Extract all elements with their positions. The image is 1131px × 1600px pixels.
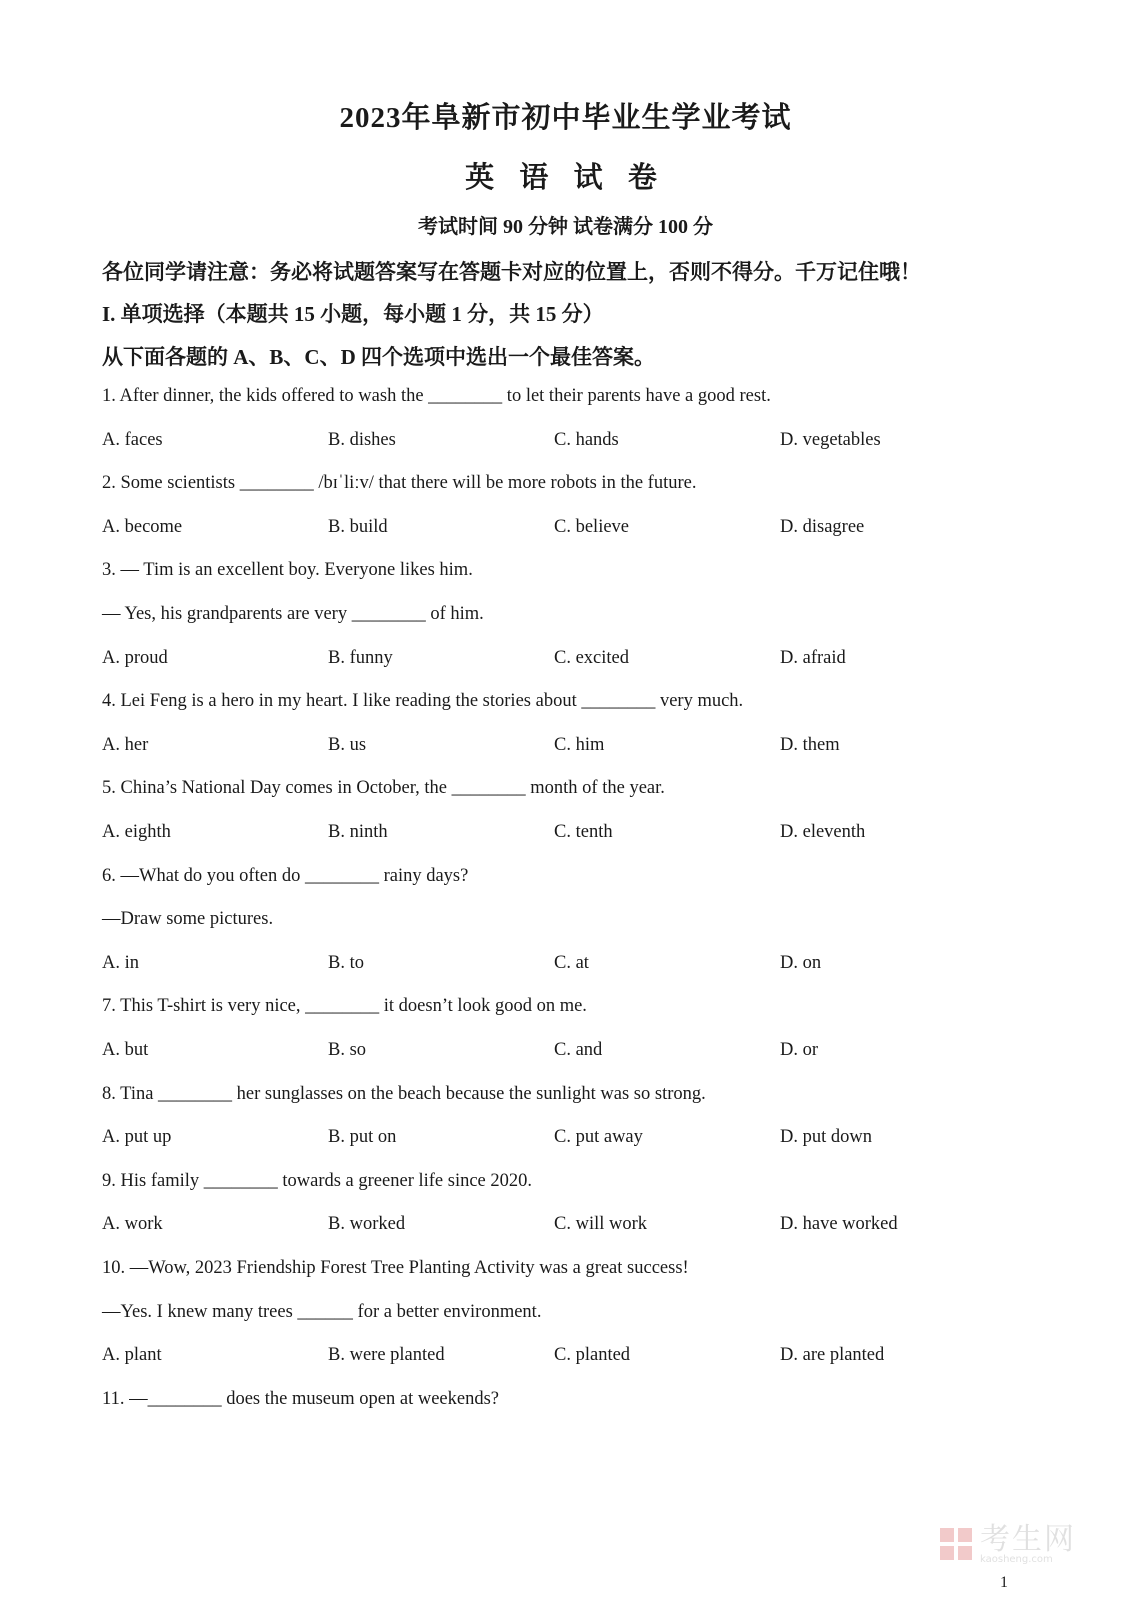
question-stem: 8. Tina ________ her sunglasses on the beach because the sunlight was so strong.: [102, 1083, 706, 1104]
logo-url: kaosheng.com: [980, 1554, 1053, 1565]
answer-option[interactable]: C. at: [554, 952, 589, 973]
question-stem: 9. His family ________ towards a greener life since 2020.: [102, 1170, 533, 1191]
answer-option[interactable]: C. excited: [554, 647, 630, 668]
answer-option[interactable]: B. build: [328, 516, 388, 537]
exam-meta: 考试时间 90 分钟 试卷满分 100 分: [418, 216, 713, 238]
answer-option[interactable]: C. put away: [554, 1127, 643, 1148]
answer-option[interactable]: C. planted: [554, 1345, 631, 1366]
answer-option[interactable]: C. him: [554, 734, 605, 755]
answer-option[interactable]: A. her: [102, 734, 149, 755]
answer-option[interactable]: D. or: [780, 1040, 819, 1060]
answer-option[interactable]: C. believe: [554, 516, 630, 537]
question-dialogue-line: —Yes. I knew many trees ______ for a better environment.: [102, 1301, 542, 1322]
exam-title: 2023年阜新市初中毕业生学业考试: [339, 102, 792, 134]
answer-option[interactable]: C. and: [554, 1040, 603, 1060]
answer-option[interactable]: B. dishes: [328, 429, 396, 450]
answer-option[interactable]: C. tenth: [554, 822, 613, 842]
question-dialogue-line: — Yes, his grandparents are very ________ of him.: [102, 604, 484, 624]
answer-option[interactable]: B. us: [328, 734, 367, 755]
question-stem: 11. —________ does the museum open at weekends?: [102, 1388, 499, 1409]
answer-option[interactable]: D. them: [780, 734, 840, 755]
answer-option[interactable]: C. will work: [554, 1214, 648, 1235]
answer-option[interactable]: A. eighth: [102, 822, 171, 842]
answer-option[interactable]: D. put down: [780, 1127, 872, 1148]
answer-option[interactable]: B. funny: [328, 647, 393, 668]
question-stem: 10. —Wow, 2023 Friendship Forest Tree Planting Activity was a great success!: [102, 1258, 689, 1278]
answer-option[interactable]: A. put up: [102, 1127, 172, 1148]
answer-option[interactable]: B. so: [328, 1040, 367, 1060]
answer-option[interactable]: A. but: [102, 1040, 149, 1060]
answer-option[interactable]: A. plant: [102, 1345, 162, 1366]
answer-option[interactable]: D. are planted: [780, 1345, 885, 1366]
answer-option[interactable]: D. afraid: [780, 647, 846, 668]
logo-text: 考生网: [980, 1522, 1076, 1557]
answer-option[interactable]: D. disagree: [780, 516, 865, 537]
answer-option[interactable]: D. on: [780, 952, 822, 973]
question-stem: 7. This T-shirt is very nice, ________ it doesn’t look good on me.: [102, 996, 587, 1017]
question-dialogue-line: —Draw some pictures.: [102, 909, 274, 930]
answer-option[interactable]: A. proud: [102, 647, 168, 668]
exam-notice: 各位同学请注意：务必将试题答案写在答题卡对应的位置上，否则不得分。千万记住哦！: [102, 260, 921, 284]
question-stem: 6. —What do you often do ________ rainy days?: [102, 865, 469, 886]
answer-option[interactable]: A. faces: [102, 429, 163, 450]
question-stem: 5. China’s National Day comes in October, the ________ month of the year.: [102, 778, 665, 799]
answer-option[interactable]: B. were planted: [328, 1345, 445, 1366]
watermark-logo: [940, 1522, 1090, 1565]
answer-option[interactable]: D. have worked: [780, 1214, 898, 1235]
logo-icon: [940, 1528, 974, 1562]
question-stem: 3. — Tim is an excellent boy. Everyone likes him.: [102, 560, 473, 581]
answer-option[interactable]: C. hands: [554, 429, 619, 450]
question-stem: 1. After dinner, the kids offered to wash the ________ to let their parents have a good rest.: [102, 386, 771, 406]
answer-option[interactable]: B. put on: [328, 1127, 397, 1148]
answer-option[interactable]: A. work: [102, 1214, 163, 1235]
answer-option[interactable]: A. in: [102, 952, 139, 973]
answer-option[interactable]: B. ninth: [328, 822, 388, 842]
answer-option[interactable]: A. become: [102, 516, 183, 537]
page-number: 1: [1000, 1574, 1008, 1591]
answer-option[interactable]: D. eleventh: [780, 822, 866, 842]
section-heading: I. 单项选择（本题共 15 小题，每小题 1 分，共 15 分）: [102, 302, 604, 326]
exam-subtitle: 英 语 试 卷: [465, 162, 666, 194]
answer-option[interactable]: B. worked: [328, 1214, 406, 1235]
answer-option[interactable]: D. vegetables: [780, 429, 881, 450]
question-stem: 4. Lei Feng is a hero in my heart. I like reading the stories about ________ very much.: [102, 691, 744, 712]
answer-option[interactable]: B. to: [328, 952, 364, 973]
section-instruction: 从下面各题的 A、B、C、D 四个选项中选出一个最佳答案。: [102, 345, 656, 369]
question-stem: 2. Some scientists ________ /bɪˈliːv/ that there will be more robots in the future.: [102, 473, 697, 494]
